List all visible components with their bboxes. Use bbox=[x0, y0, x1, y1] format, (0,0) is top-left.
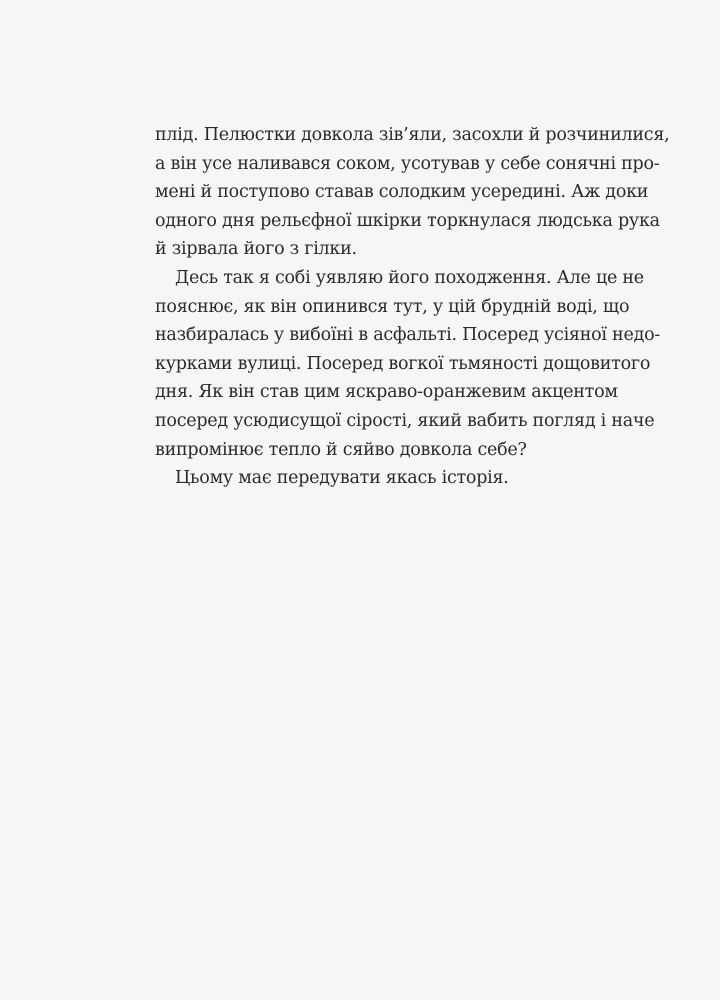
text-line: дня. Як він став цим яскраво-оранжевим акцентом bbox=[155, 382, 618, 403]
text-line: Десь так я собі уявляю його походження. Але це не bbox=[175, 267, 644, 288]
body-text bbox=[155, 121, 670, 493]
text-line: пояснює, як він опинився тут, у цій брудній воді, що bbox=[155, 296, 630, 317]
text-line: плід. Пелюстки довкола зів’яли, засохли й розчинилися, bbox=[155, 125, 670, 145]
text-line: випромінює тепло й сяйво довкола себе? bbox=[155, 439, 527, 460]
text-line: курками вулиці. Посеред вогкої тьмяності дощовитого bbox=[155, 353, 651, 374]
text-line: назбиралась у вибоїні в асфальті. Посеред усіяної недо- bbox=[155, 325, 661, 346]
text-line: Цьому має передувати якась історія. bbox=[175, 468, 509, 489]
text-line: одного дня рельєфної шкірки торкнулася людська рука bbox=[155, 210, 660, 231]
text-line: мені й поступово ставав солодким усередині. Аж доки bbox=[155, 182, 649, 203]
text-line: а він усе наливався соком, усотував у себе сонячні про- bbox=[155, 153, 660, 174]
text-line: й зірвала його з гілки. bbox=[155, 239, 357, 260]
text-line: посеред усюдисущої сірості, який вабить погляд і наче bbox=[155, 410, 655, 431]
